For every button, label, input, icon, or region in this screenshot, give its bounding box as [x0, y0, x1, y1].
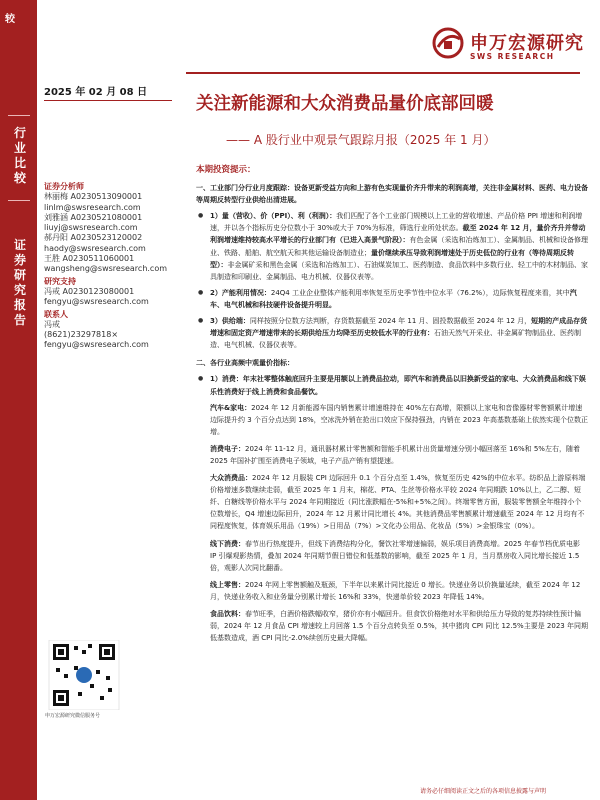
analyst-line: 刘雅涵 A0230521080001	[44, 212, 143, 222]
section-1	[196, 182, 588, 206]
bullet-bold: 年末社零整体触底回升主要是用额以上消费品拉动，即汽车和消费品以旧换新受益的家电、大众消费品和线下娱乐性消费好于线上消费和食品餐饮。	[210, 375, 586, 396]
assistant-line: 冯戒 A0230123080001	[44, 286, 135, 296]
sidebar-divider	[8, 200, 30, 201]
bullet-item	[196, 287, 588, 311]
header-rule	[186, 72, 580, 74]
contact-phone: (8621)23297818×	[44, 330, 119, 340]
rating-tag: 较	[5, 14, 15, 25]
sub-label: 汽车&家电：	[210, 403, 252, 412]
sub-label: 线下消费：	[210, 539, 245, 548]
sub-paragraph	[196, 579, 588, 603]
date-rule	[44, 100, 172, 101]
sub-paragraph	[196, 608, 588, 644]
report-subtitle: —— A 股行业中观景气跟踪月报（2025 年 1 月）	[226, 133, 496, 147]
bullet-label: 1）消费：	[210, 375, 243, 384]
analyst-email[interactable]: liuyj@swsresearch.com	[44, 223, 138, 233]
main-content	[196, 164, 588, 649]
analyst-line: 郝丹阳 A0230523120002	[44, 233, 143, 243]
sub-text: 2024 年 12 月新能源车国内销售累计增速维持在 40%左右高增，限额以上家电和音像器材零售额累计增速边际提升约 3 个百分点达到 18%，空冰洗外销在抢出口效应下保持强劲，内销在 2023 年高基数基础上依然实现个位数正增。	[210, 403, 588, 436]
footer-disclaimer: 请务必仔细阅读正文之后的各项信息披露与声明	[420, 788, 547, 795]
analysts-heading: 证券分析师	[44, 182, 84, 191]
qr-code	[44, 640, 124, 710]
sidebar	[0, 0, 37, 800]
report-title: 关注新能源和大众消费品量价底部回暖	[196, 94, 494, 114]
bullet-text: 我们匹配了各个工业部门规模以上工业的营收增速、产品价格 PPI 增速和利润增速，并以各个指标历史分位数小于 30%或大于 70%为标准，筛选行业所处状态。	[210, 212, 583, 233]
section-1-title: 一、工业部门分行业月度跟踪：	[196, 184, 294, 193]
analyst-line: 王胜 A0230511060001	[44, 254, 135, 264]
sub-text: 2024 年 11-12 月，通讯器材累计零售额和智能手机累计出货量增速分别小幅回落至 16%和 5%左右，随着 2025 年国补扩围至消费电子领域，电子产品产销有望提速。	[210, 444, 580, 465]
sub-label: 线上零售：	[210, 580, 245, 589]
sub-paragraph	[196, 472, 588, 532]
sub-paragraph	[196, 443, 588, 467]
doc-type-label: 行业比较	[13, 126, 26, 185]
section-2-title: 二、各行业高频中观量价指标：	[196, 359, 294, 368]
bullet-text: 有色金属（采选和冶炼加工）、金属制品、机械和设备修理业、铁路、船舶、航空航天和其他运输设备制造业；	[210, 236, 588, 257]
bullet-label: 1）量（营收）、价（PPI）、利（利润）：	[210, 212, 337, 221]
bullet-text: 同样按照分位数方法判断，存货数据截至 2024 年 11 月、固投数据截至 2024 年 12 月，	[249, 317, 532, 326]
analyst-line: 林丽梅 A0230513090001	[44, 192, 143, 202]
logo-icon	[432, 27, 466, 59]
sub-text: 春节出行热度提升，但线下消费结构分化，餐饮社零增速偏弱，娱乐项目消费高增。2025 年春节档优质电影 IP 引爆观影热情，叠加 2024 年同期节假日错位和低基数的影响，截至 2025 年 1 月，当月票房收入同比增长接近 1.5 倍，观影人次同比翻番。	[210, 539, 581, 572]
sub-label: 消费电子：	[210, 444, 245, 453]
assistant-email[interactable]: fengyu@swsresearch.com	[44, 297, 149, 307]
brand-name-cn: 申万宏源研究	[470, 33, 584, 54]
sub-label: 食品饮料：	[210, 610, 245, 618]
assistant-heading: 研究支持	[44, 276, 76, 286]
sub-label: 大众消费品：	[210, 474, 252, 483]
bullet-bold: 截至 2024 年 12 月，量价齐升并带动利润增速维持较高水平增长的行业部门有（已进入高景气阶段）：	[210, 224, 586, 245]
sub-text: 2024 年网上零售额触及瓶颈，下半年以来累计同比接近 0 增长。快递业务以价换量延续，截至 2024 年 12 月，快递业务收入和业务量分别累计增长 16%和 33%，快递单价较 2023 年降低 14%。	[210, 580, 581, 601]
analyst-email[interactable]: wangsheng@swsresearch.com	[44, 264, 168, 274]
section-1-intro: 设备更新受益方向和上游有色实现量价齐升带来的利润高增，关注非金属材料、医药、电力设备等周期反转型行业供给出清进展。	[196, 184, 588, 205]
bullet-text: 24Q4 工业企业整体产能利用率恢复至历史季节性中位水平（76.2%），边际恢复程度来看，其中	[270, 288, 570, 297]
analyst-email[interactable]: haody@swsresearch.com	[44, 243, 146, 253]
bullet-bold: 量价继续承压导致利润增速处于历史低位的行业有（等待周期反转型）：	[210, 248, 574, 269]
series-label: 证券研究报告	[13, 238, 26, 327]
qr-caption: 申万宏源研究微信服务号	[45, 713, 101, 719]
bullet-item	[196, 210, 588, 283]
bullet-text: 非金属矿采和黑色金属（采选和冶炼加工）、石油煤炭加工、医药制造、食品饮料中多数行业、轻工中的木材制品、家具制造和印刷业、金属制品、电力机械、仪器仪表等。	[210, 260, 588, 281]
sidebar-divider	[8, 115, 30, 116]
section-heading: 本期投资提示：	[196, 165, 256, 175]
analyst-panel	[44, 180, 184, 351]
bullet-item	[196, 315, 588, 351]
sub-text: 2024 年 12 月服装 CPI 边际回升 0.1 个百分点至 1.4%，恢复至历史 42%的中位水平。纺织品上游原料端价格增速多数继续走弱，截至 2025 年 1 月末，棉花、PTA、生丝等价格水平较 2024 年同期跌 10%以上，乙二醇、短纤、白糖线等价格水平与 2024 年同期接近（同比涨跌幅在-5%和+5%之间）。终端零售方面，服装零售额全年维持小个位数增长，Q4 增速边际回升，2024 年 12 月累计同比增长 4%。其他消费品零售额累计增速截至 2024 年 12 月均有不同程度恢复，体育娱乐用品（19%）>日用品（7%）>文化办公用品、化妆品（5%）>金银珠宝（0%）。	[210, 474, 586, 531]
contact-name: 冯戒	[44, 319, 60, 329]
bullet-bold: 汽车、电气机械和科技硬件设备提升明显。	[210, 288, 577, 309]
sub-paragraph	[196, 538, 588, 574]
bullet-label: 2）产能利用情况：	[210, 288, 271, 297]
report-date: 2025 年 02 月 08 日	[44, 87, 148, 98]
bullet-text: 石油天然气开采业、非金属矿物制品业、医药制造、电气机械、仪器仪表等。	[210, 329, 581, 350]
bullet-item	[196, 373, 588, 397]
analyst-email[interactable]: linlm@swsresearch.com	[44, 202, 141, 212]
bullet-bold: 短期的产成品存货增速和固定资产增速带来的长期供给压力均降至历史较低水平的行业有：	[210, 317, 588, 338]
sub-paragraph	[196, 402, 588, 438]
brand-name-en: SWS RESEARCH	[470, 52, 555, 61]
sub-text: 春节旺季，白酒价格跌幅收窄，猪价亦有小幅回升。但食饮价格绝对水平和供给压力导致的复苏持续性预计偏弱，2024 年 12 月食品 CPI 增速较上月回落 1.5 个百分点转负至 0.5%，其中猪肉 CPI 同比 12.5%主要是 2023 年同期低基数造成，酒 CPI 同比-2.0%续创历史最大降幅。	[210, 610, 588, 643]
bullet-label: 3）供给端：	[210, 317, 250, 326]
contact-email[interactable]: fengyu@swsresearch.com	[44, 340, 149, 350]
contact-heading: 联系人	[44, 309, 68, 319]
brand-logo	[432, 27, 582, 67]
